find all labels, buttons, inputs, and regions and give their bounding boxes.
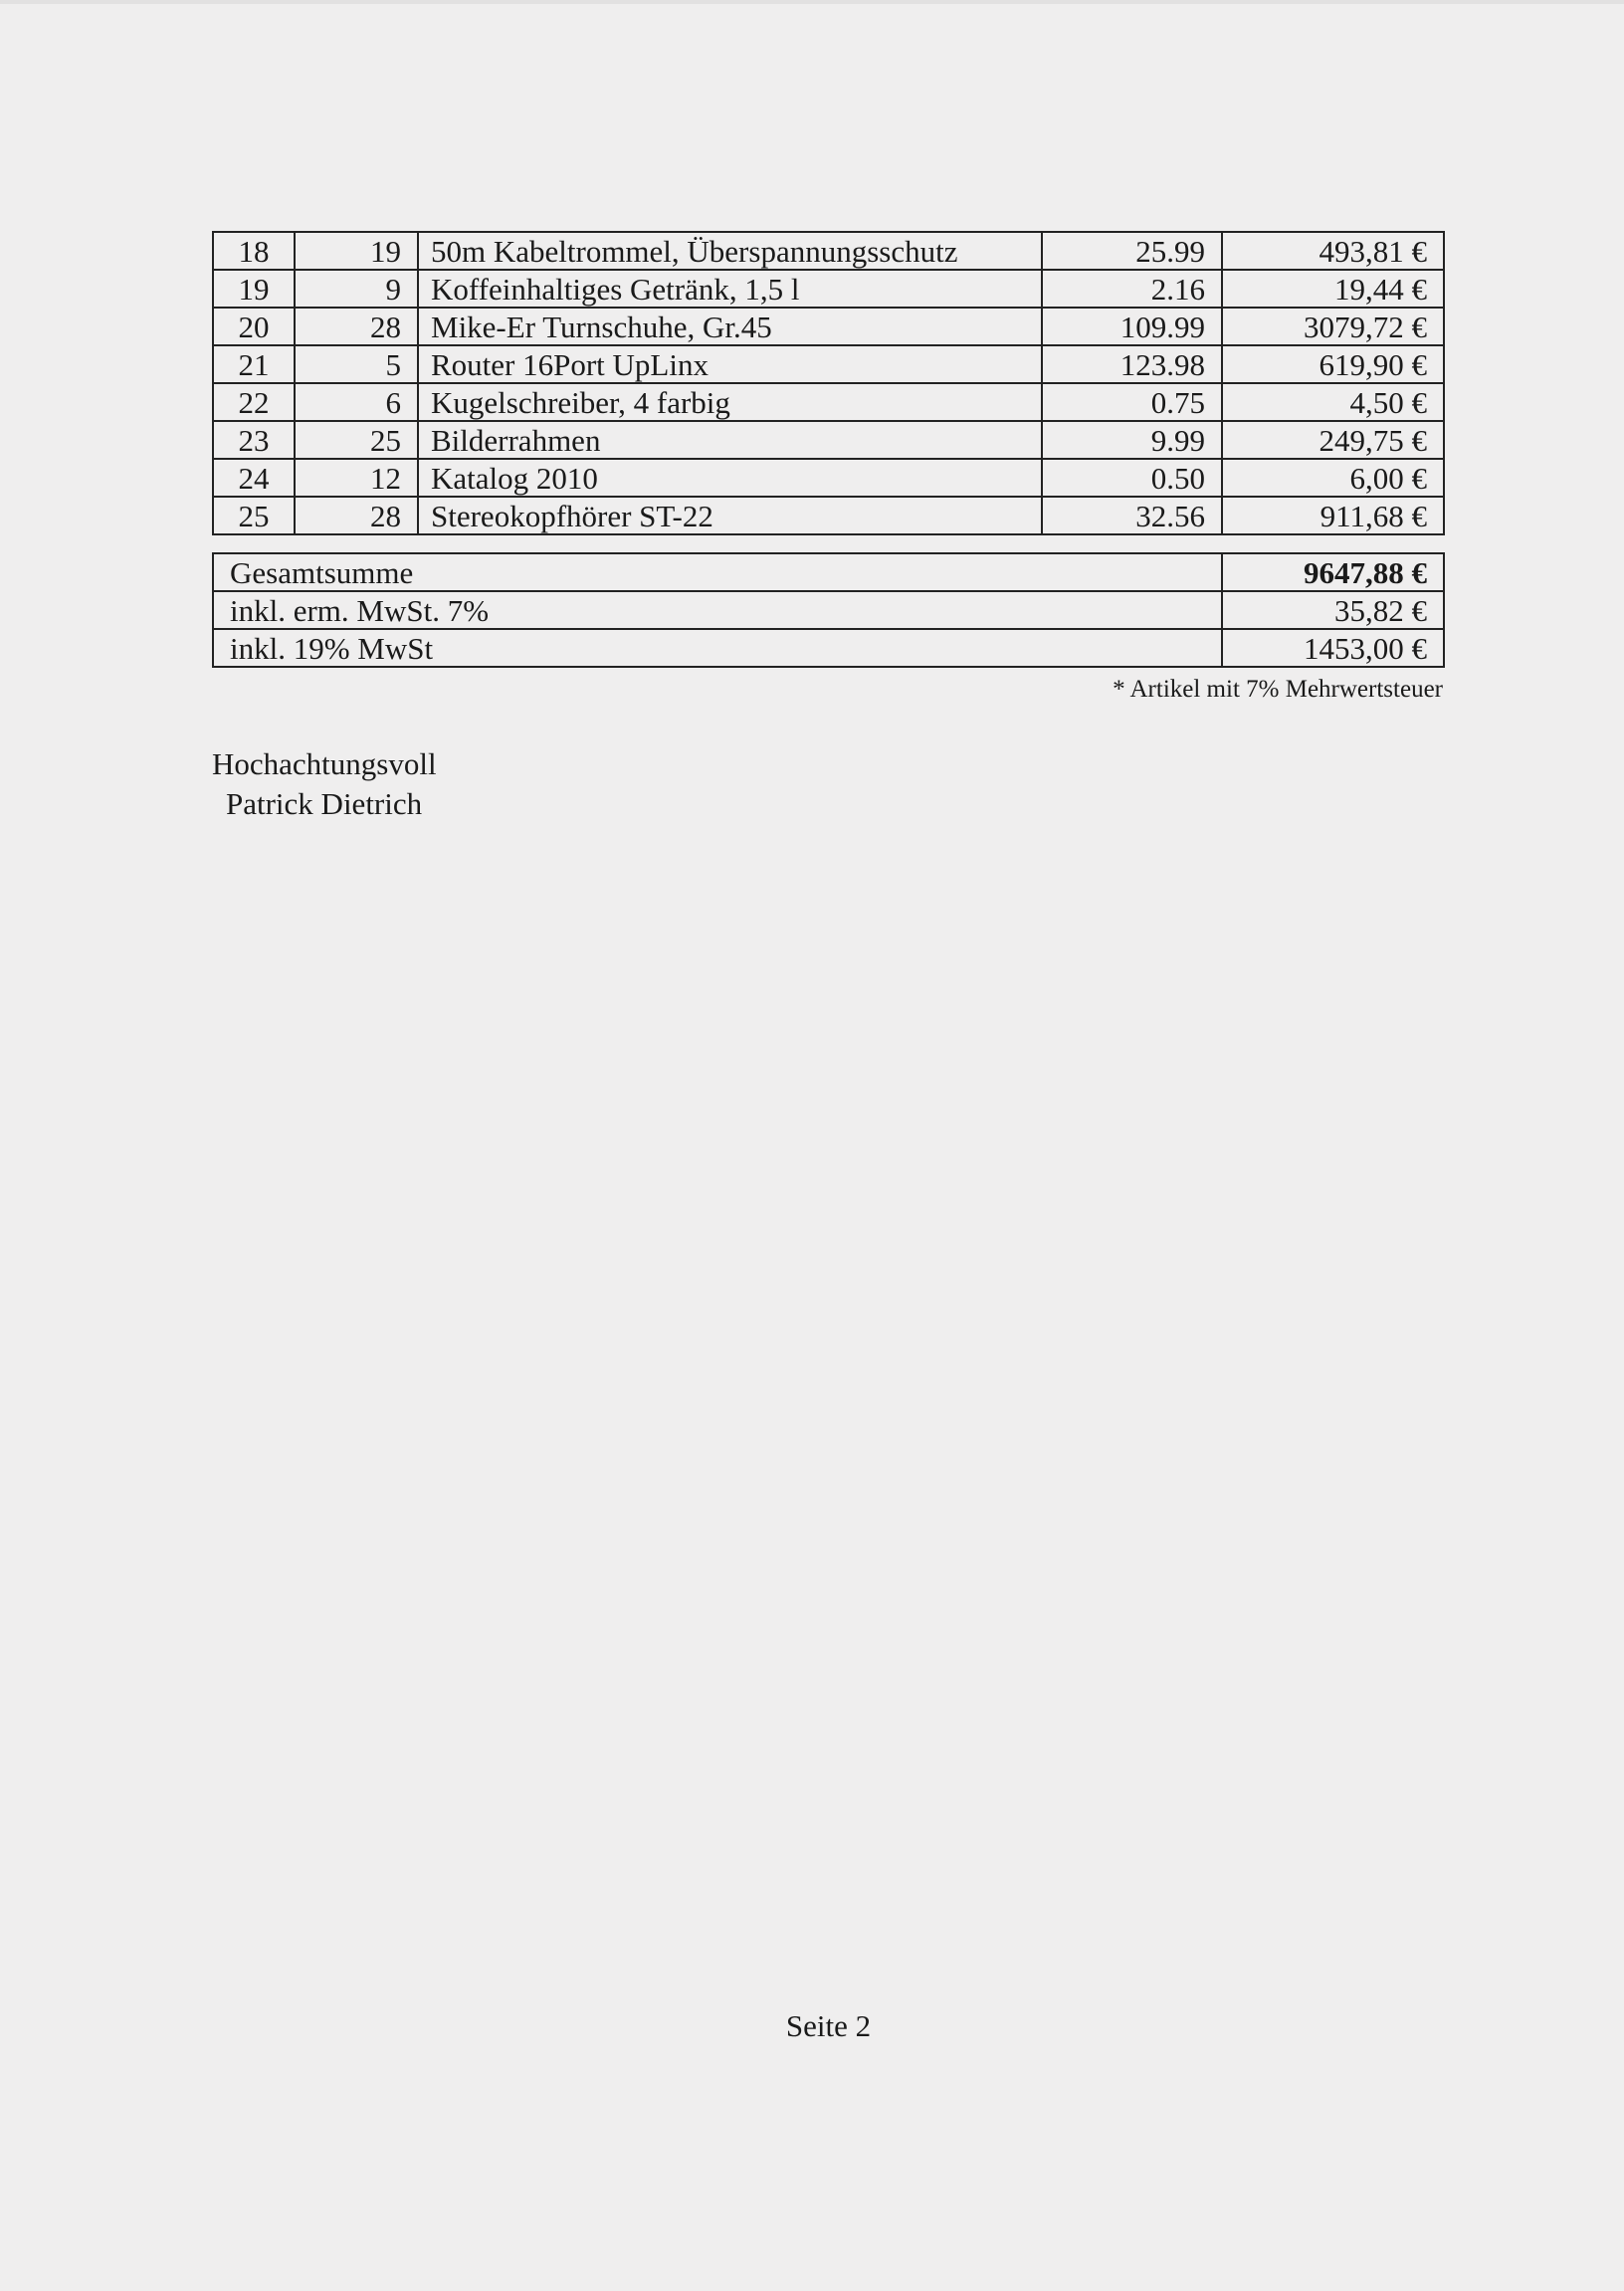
item-position: 22 — [213, 383, 295, 421]
signer-name: Patrick Dietrich — [226, 786, 423, 821]
table-row — [213, 308, 1444, 345]
item-position: 20 — [213, 308, 295, 345]
item-position: 19 — [213, 270, 295, 308]
vat-footnote: * Artikel mit 7% Mehrwertsteuer — [1113, 676, 1443, 703]
item-unit-price: 109.99 — [1042, 308, 1222, 345]
reduced-vat-value: 35,82 € — [1222, 591, 1444, 629]
total-label: Gesamtsumme — [213, 553, 1222, 591]
item-quantity: 28 — [295, 497, 418, 534]
item-quantity: 25 — [295, 421, 418, 459]
item-description: Kugelschreiber, 4 farbig — [418, 383, 1042, 421]
item-position: 25 — [213, 497, 295, 534]
item-description: Koffeinhaltiges Getränk, 1,5 l — [418, 270, 1042, 308]
item-description: Bilderrahmen — [418, 421, 1042, 459]
table-row — [213, 421, 1444, 459]
summary-row-vat — [213, 629, 1444, 667]
invoice-summary-table — [212, 552, 1445, 668]
table-row — [213, 270, 1444, 308]
item-description: 50m Kabeltrommel, Überspannungsschutz — [418, 232, 1042, 270]
item-unit-price: 123.98 — [1042, 345, 1222, 383]
item-quantity: 28 — [295, 308, 418, 345]
item-position: 18 — [213, 232, 295, 270]
summary-row-reduced-vat — [213, 591, 1444, 629]
item-quantity: 6 — [295, 383, 418, 421]
total-value: 9647,88 € — [1222, 553, 1444, 591]
item-quantity: 9 — [295, 270, 418, 308]
item-total: 911,68 € — [1222, 497, 1444, 534]
table-row — [213, 459, 1444, 497]
item-position: 21 — [213, 345, 295, 383]
item-description: Stereokopfhörer ST-22 — [418, 497, 1042, 534]
item-quantity: 5 — [295, 345, 418, 383]
item-description: Mike-Er Turnschuhe, Gr.45 — [418, 308, 1042, 345]
page-number: Seite 2 — [785, 2008, 872, 2043]
closing-salutation: Hochachtungsvoll — [212, 746, 437, 781]
item-position: 23 — [213, 421, 295, 459]
item-total: 19,44 € — [1222, 270, 1444, 308]
item-unit-price: 0.50 — [1042, 459, 1222, 497]
vat-label: inkl. 19% MwSt — [213, 629, 1222, 667]
item-quantity: 19 — [295, 232, 418, 270]
table-row — [213, 345, 1444, 383]
vat-value: 1453,00 € — [1222, 629, 1444, 667]
item-position: 24 — [213, 459, 295, 497]
item-quantity: 12 — [295, 459, 418, 497]
closing-block — [212, 744, 437, 824]
item-unit-price: 25.99 — [1042, 232, 1222, 270]
item-total: 6,00 € — [1222, 459, 1444, 497]
summary-row-total — [213, 553, 1444, 591]
table-row — [213, 383, 1444, 421]
item-total: 493,81 € — [1222, 232, 1444, 270]
item-description: Router 16Port UpLinx — [418, 345, 1042, 383]
item-unit-price: 32.56 — [1042, 497, 1222, 534]
item-total: 4,50 € — [1222, 383, 1444, 421]
item-unit-price: 2.16 — [1042, 270, 1222, 308]
item-unit-price: 9.99 — [1042, 421, 1222, 459]
item-total: 249,75 € — [1222, 421, 1444, 459]
page-edge — [0, 0, 1624, 4]
item-unit-price: 0.75 — [1042, 383, 1222, 421]
reduced-vat-label: inkl. erm. MwSt. 7% — [213, 591, 1222, 629]
item-total: 619,90 € — [1222, 345, 1444, 383]
invoice-items-table — [212, 231, 1445, 535]
table-row — [213, 497, 1444, 534]
item-total: 3079,72 € — [1222, 308, 1444, 345]
item-description: Katalog 2010 — [418, 459, 1042, 497]
table-row — [213, 232, 1444, 270]
